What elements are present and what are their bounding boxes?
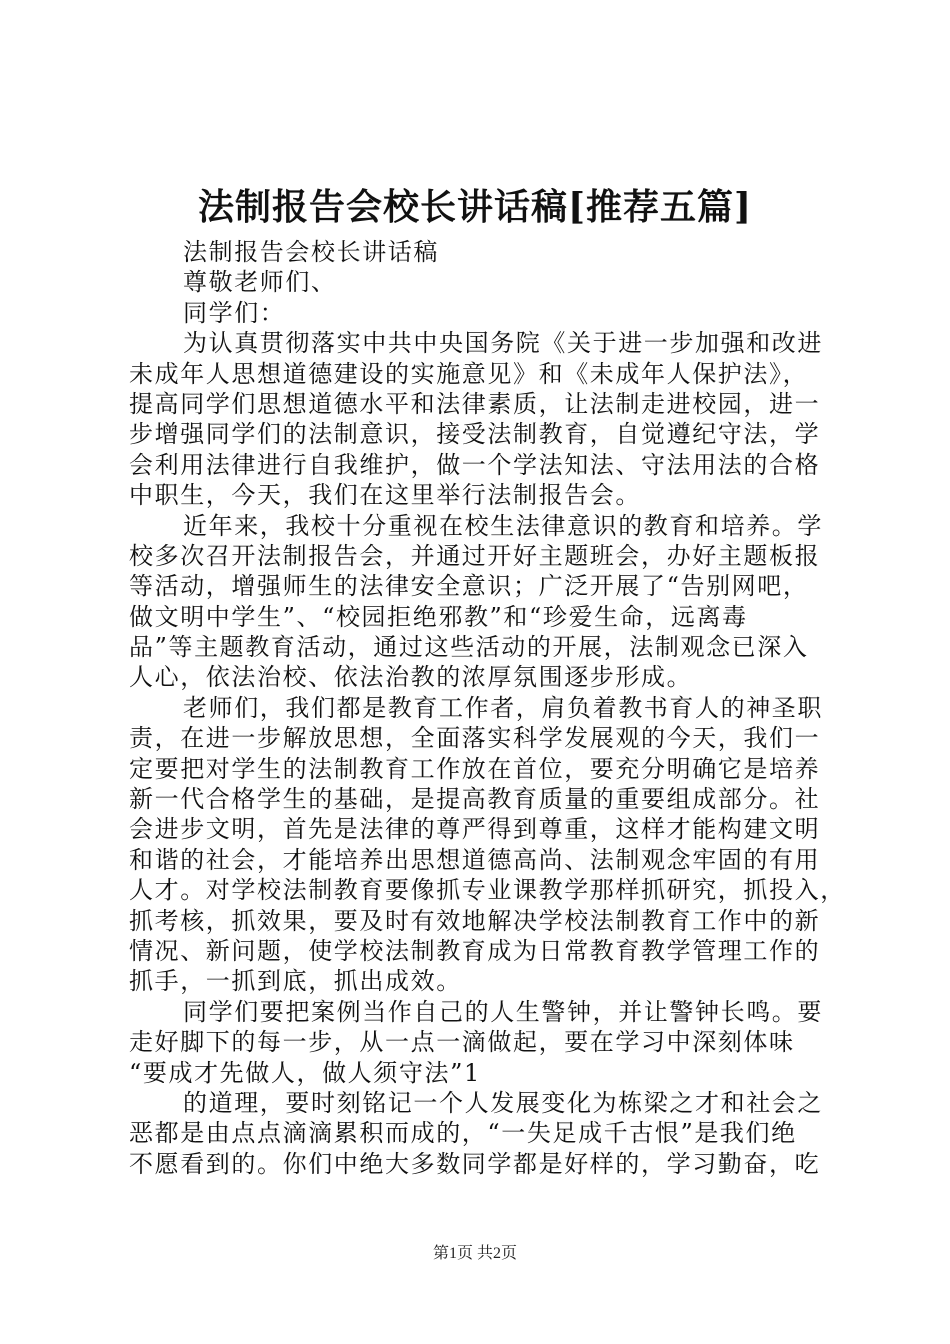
text-line: 会利用法律进行自我维护，做一个学法知法、守法用法的合格	[129, 450, 821, 479]
text-line: 会进步文明，首先是法律的尊严得到尊重，这样才能构建文明	[129, 815, 821, 844]
text-line: 抓考核，抓效果，要及时有效地解决学校法制教育工作中的新	[129, 906, 821, 935]
text-line: 走好脚下的每一步，从一点一滴做起，要在学习中深刻体味	[129, 1028, 795, 1057]
text-line: 为认真贯彻落实中共中央国务院《关于进一步加强和改进	[183, 329, 823, 358]
text-line: 步增强同学们的法制意识，接受法制教育，自觉遵纪守法，学	[129, 420, 821, 449]
text-line: 的道理，要时刻铭记一个人发展变化为栋梁之才和社会之	[183, 1088, 823, 1117]
text-line: 法制报告会校长讲话稿	[183, 238, 439, 266]
text-line: 抓手，一抓到底，抓出成效。	[129, 967, 462, 996]
text-line: 人才。对学校法制教育要像抓专业课教学那样抓研究，抓投入，	[129, 876, 846, 905]
document-title: 法制报告会校长讲话稿[推荐五篇]	[197, 186, 753, 228]
text-line: 校多次召开法制报告会，并通过开好主题班会，办好主题板报	[129, 541, 821, 570]
text-line: 定要把对学生的法制教育工作放在首位，要充分明确它是培养	[129, 754, 821, 783]
text-line: 做文明中学生”、“校园拒绝邪教”和“珍爱生命，远离毒	[129, 602, 748, 631]
text-line: “要成才先做人，做人须守法”1	[129, 1058, 481, 1087]
text-line: 新一代合格学生的基础，是提高教育质量的重要组成部分。社	[129, 785, 821, 814]
text-line: 老师们，我们都是教育工作者，肩负着教书育人的神圣职	[183, 693, 823, 722]
text-line: 近年来，我校十分重视在校生法律意识的教育和培养。学	[183, 511, 823, 540]
text-line: 不愿看到的。你们中绝大多数同学都是好样的，学习勤奋，吃	[129, 1149, 821, 1178]
text-line: 等活动，增强师生的法律安全意识；广泛开展了“告别网吧，	[129, 572, 809, 601]
text-line: 和谐的社会，才能培养出思想道德高尚、法制观念牢固的有用	[129, 845, 821, 874]
text-line: 同学们要把案例当作自己的人生警钟，并让警钟长鸣。要	[183, 997, 823, 1026]
text-line: 品”等主题教育活动，通过这些活动的开展，法制观念已深入	[129, 633, 809, 662]
text-line: 中职生，今天，我们在这里举行法制报告会。	[129, 481, 641, 510]
text-line: 情况、新问题，使学校法制教育成为日常教育教学管理工作的	[129, 936, 821, 965]
text-line: 人心，依法治校、依法治教的浓厚氛围逐步形成。	[129, 663, 693, 692]
text-line: 同学们：	[183, 298, 286, 327]
document-body	[129, 237, 846, 1179]
text-line: 尊敬老师们、	[183, 268, 337, 297]
text-line: 责，在进一步解放思想，全面落实科学发展观的今天，我们一	[129, 724, 821, 753]
text-line: 恶都是由点点滴滴累积而成的，“一失足成千古恨”是我们绝	[129, 1119, 797, 1148]
text-line: 未成年人思想道德建设的实施意见》和《未成年人保护法》，	[129, 359, 809, 388]
page-footer: 第1页 共2页	[432, 1245, 517, 1262]
text-line: 提高同学们思想道德水平和法律素质，让法制走进校园，进一	[129, 389, 821, 418]
